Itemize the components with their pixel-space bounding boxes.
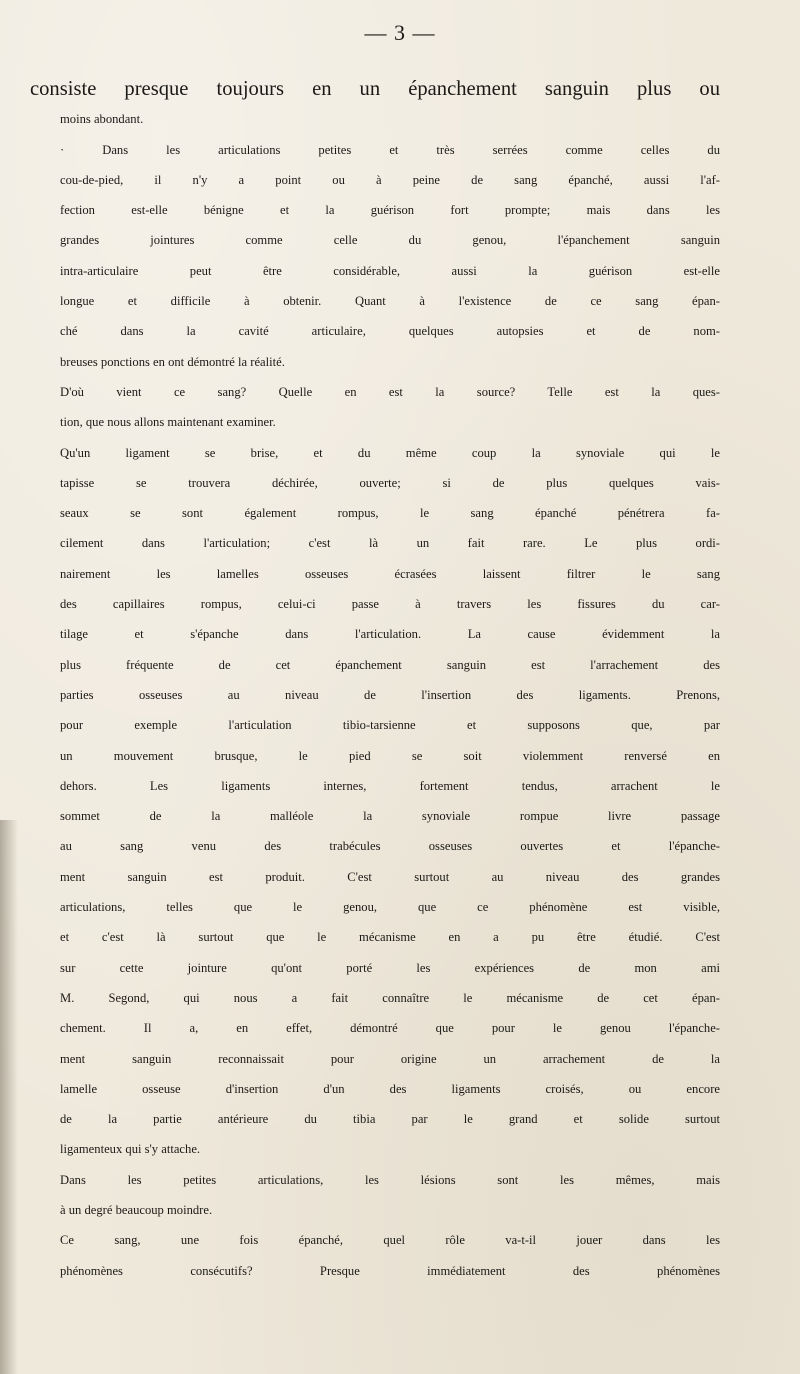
text-line: grandes jointures comme celle du genou, l'épanchement sanguin xyxy=(60,233,720,248)
text-line: cou-de-pied, il n'y a point ou à peine de sang épanché, aussi l'af- xyxy=(60,172,720,187)
text-line: sur cette jointure qu'ont porté les expériences de mon ami xyxy=(60,960,720,975)
text-line: parties osseuses au niveau de l'insertion des ligaments. Prenons, xyxy=(60,687,720,702)
text-line: breuses ponctions en ont démontré la réalité. xyxy=(60,354,285,369)
text-line: articulations, telles que le genou, que ce phénomène est visible, xyxy=(60,900,720,915)
text-line: de la partie antérieure du tibia par le grand et solide surtout xyxy=(60,1112,720,1127)
text-line: et c'est là surtout que le mécanisme en a pu être étudié. C'est xyxy=(60,930,720,945)
text-line: ché dans la cavité articulaire, quelques autopsies et de nom- xyxy=(60,324,720,339)
page-binding-shadow xyxy=(0,820,18,1374)
text-line: fection est-elle bénigne et la guérison fort prompte; mais dans les xyxy=(60,203,720,218)
text-line: intra-articulaire peut être considérable, aussi la guérison est-elle xyxy=(60,263,720,278)
text-line: cilement dans l'articulation; c'est là un fait rare. Le plus ordi- xyxy=(60,536,720,551)
text-line: M. Segond, qui nous a fait connaître le mécanisme de cet épan- xyxy=(60,990,720,1005)
text-line: tilage et s'épanche dans l'articulation. La cause évidemment la xyxy=(60,627,720,642)
text-line: sommet de la malléole la synoviale rompue livre passage xyxy=(60,809,720,824)
text-line: nairement les lamelles osseuses écrasées laissent filtrer le sang xyxy=(60,566,720,581)
text-line: pour exemple l'articulation tibio-tarsienne et supposons que, par xyxy=(60,718,720,733)
text-line: ment sanguin reconnaissait pour origine un arrachement de la xyxy=(60,1051,720,1066)
body-text xyxy=(30,74,720,1286)
text-line: des capillaires rompus, celui-ci passe à travers les fissures du car- xyxy=(60,597,720,612)
text-line: consiste presque toujours en un épanchement sanguin plus ou xyxy=(30,78,720,100)
text-line: seaux se sont également rompus, le sang épanché pénétrera fa- xyxy=(60,506,720,521)
text-line: un mouvement brusque, le pied se soit violemment renversé en xyxy=(60,748,720,763)
text-line: Ce sang, une fois épanché, quel rôle va-t-il jouer dans les xyxy=(60,1233,720,1248)
text-line: chement. Il a, en effet, démontré que pour le genou l'épanche- xyxy=(60,1021,720,1036)
text-line: phénomènes consécutifs? Presque immédiatement des phénomènes xyxy=(60,1263,720,1278)
text-line: plus fréquente de cet épanchement sanguin est l'arrachement des xyxy=(60,657,720,672)
text-line: à un degré beaucoup moindre. xyxy=(60,1202,213,1217)
text-line: Dans les petites articulations, les lésions sont les mêmes, mais xyxy=(60,1172,720,1187)
text-line: · Dans les articulations petites et très serrées comme celles du xyxy=(60,142,720,157)
text-line: Qu'un ligament se brise, et du même coup la synoviale qui le xyxy=(60,445,720,460)
text-line: au sang venu des trabécules osseuses ouvertes et l'épanche- xyxy=(60,839,720,854)
text-line: tion, que nous allons maintenant examiner. xyxy=(60,415,276,430)
text-line: dehors. Les ligaments internes, fortement tendus, arrachent le xyxy=(60,778,720,793)
text-line: ligamenteux qui s'y attache. xyxy=(60,1142,201,1157)
text-line: tapisse se trouvera déchirée, ouverte; si de plus quelques vais- xyxy=(60,475,720,490)
text-line: lamelle osseuse d'insertion d'un des ligaments croisés, ou encore xyxy=(60,1081,720,1096)
text-line: longue et difficile à obtenir. Quant à l'existence de ce sang épan- xyxy=(60,294,720,309)
text-line: ment sanguin est produit. C'est surtout au niveau des grandes xyxy=(60,869,720,884)
page-number: — 3 — xyxy=(364,20,436,45)
text-line: moins abondant. xyxy=(60,112,144,127)
text-line: D'où vient ce sang? Quelle en est la source? Telle est la ques- xyxy=(60,384,720,399)
